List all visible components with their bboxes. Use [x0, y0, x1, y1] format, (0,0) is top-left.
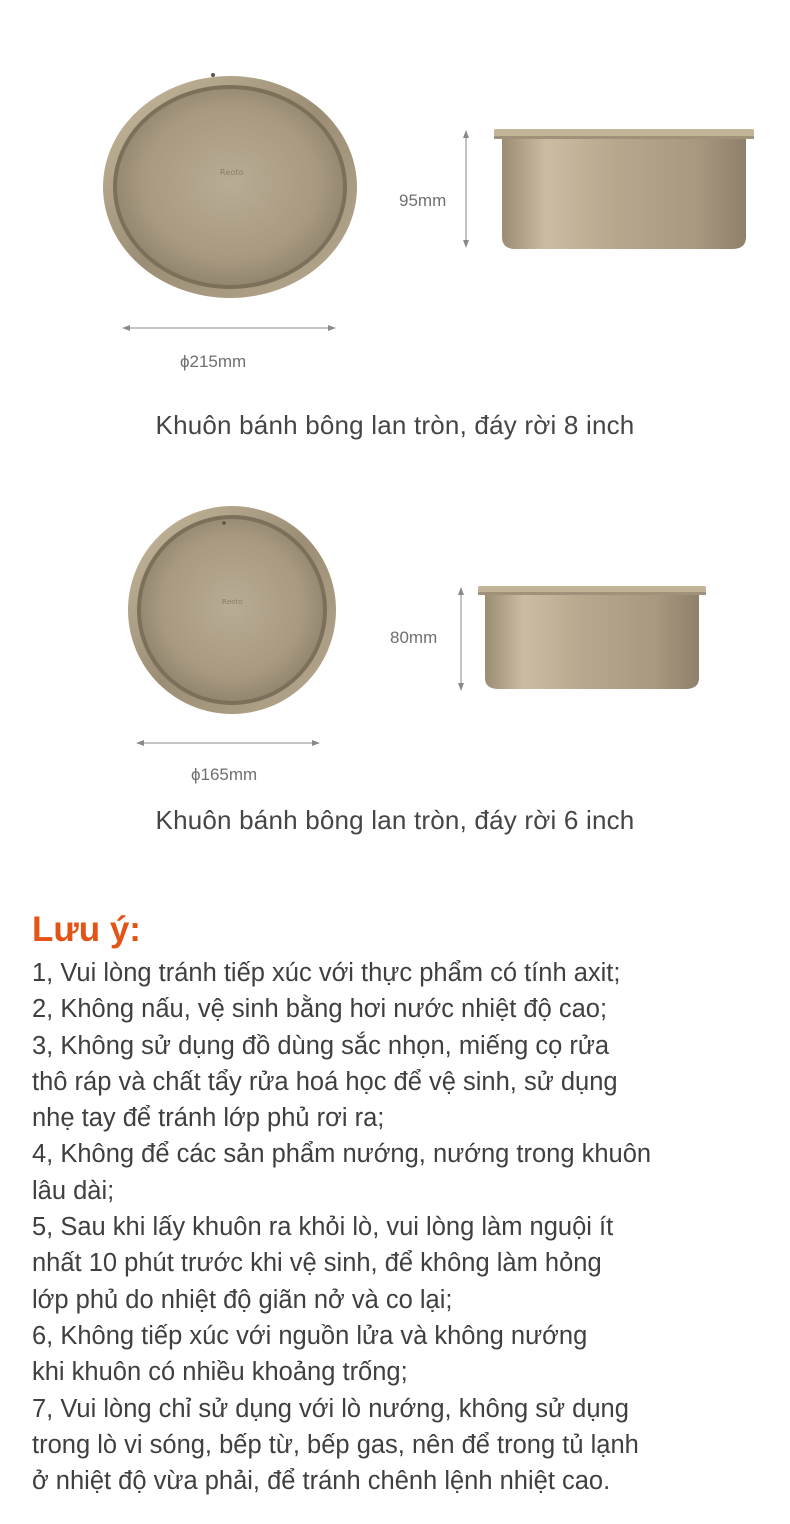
note-line: nhất 10 phút trước khi vệ sinh, để không làm hỏng [32, 1249, 602, 1278]
pan-side-view-6inch [477, 584, 707, 692]
height-label-6inch: 80mm [390, 628, 438, 647]
note-line: 1, Vui lòng tránh tiếp xúc với thực phẩm có tính axit; [32, 959, 621, 987]
pan-top-view-6inch [126, 504, 338, 716]
pan-side-view-8inch [492, 127, 756, 253]
height-arrow-6inch [453, 585, 469, 693]
note-line: nhẹ tay để tránh lớp phủ rơi ra; [32, 1104, 385, 1133]
caption-8inch: Khuôn bánh bông lan tròn, đáy rời 8 inch [155, 410, 635, 440]
notes-title: Lưu ý: [32, 910, 141, 949]
note-line: 3, Không sử dụng đồ dùng sắc nhọn, miếng cọ rửa [32, 1031, 610, 1060]
note-line: 5, Sau khi lấy khuôn ra khỏi lò, vui lòng làm nguội ít [32, 1213, 614, 1242]
caption-6inch: Khuôn bánh bông lan tròn, đáy rời 6 inch [155, 805, 635, 835]
note-line: 7, Vui lòng chỉ sử dụng với lò nướng, không sử dụng [32, 1394, 629, 1423]
note-line: ở nhiệt độ vừa phải, để tránh chênh lệnh nhiệt cao. [32, 1467, 611, 1496]
note-line: 2, Không nấu, vệ sinh bằng hơi nước nhiệt độ cao; [32, 995, 608, 1024]
height-label-8inch: 95mm [399, 191, 447, 210]
height-arrow-8inch [458, 128, 474, 250]
diameter-arrow-6inch [134, 735, 324, 751]
note-line: 4, Không để các sản phẩm nướng, nướng trong khuôn [32, 1140, 652, 1169]
note-line: khi khuôn có nhiều khoảng trống; [32, 1358, 408, 1387]
brand-mark: Ɍeoto [220, 168, 244, 177]
note-line: 6, Không tiếp xúc với nguồn lửa và không nướng [32, 1321, 588, 1350]
diameter-label-8inch: ϕ215mm [180, 352, 247, 371]
note-line: thô ráp và chất tẩy rửa hoá học để vệ sinh, sử dụng [32, 1067, 618, 1096]
pan-top-view-8inch [100, 75, 360, 300]
brand-mark: Ɍeoto [222, 598, 243, 606]
diameter-arrow-8inch [120, 320, 340, 336]
note-line: lớp phủ do nhiệt độ giãn nở và co lại; [32, 1285, 453, 1314]
diameter-label-6inch: ϕ165mm [191, 765, 258, 784]
note-line: lâu dài; [32, 1176, 115, 1205]
notes-list [32, 955, 772, 1499]
note-line: trong lò vi sóng, bếp từ, bếp gas, nên để trong tủ lạnh [32, 1430, 639, 1459]
